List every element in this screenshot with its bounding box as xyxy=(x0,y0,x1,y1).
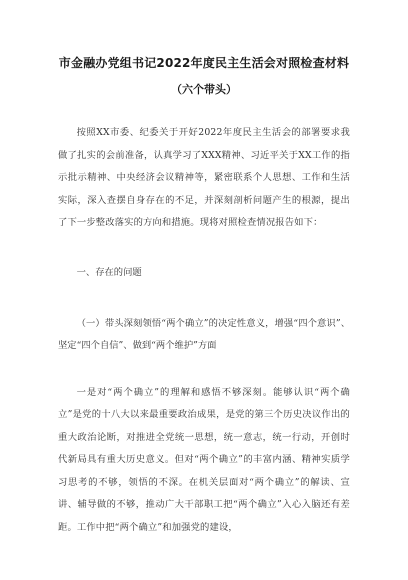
intro-paragraph: 按照XX市委、纪委关于开好2022年度民主生活会的部署要求我做了扎实的会前准备，认真学习了XXX精神、习近平关于XX工作的指示批示精神、中央经济会议精神等，紧密联系个人思想、工作和生活实际，深入查摆自身存在的不足，并深刻剖析问题产生的根源，提出了下一步整改落实的方向和措施。现将对照检查情况报告如下： xyxy=(58,127,350,228)
subsection-heading: （一）带头深刻领悟“两个确立”的决定性意义，增强“四个意识”、坚定“四个自信”、做到“两个维护”方面 xyxy=(58,317,350,351)
document-title: 市金融办党组书记2022年度民主生活会对照检查材料 xyxy=(58,56,350,70)
section-heading: 一、存在的问题 xyxy=(76,266,142,278)
document-subtitle: （六个带头） xyxy=(171,83,237,96)
body-paragraph: 一是对“两个确立”的理解和感悟不够深刻。能够认识“两个确立”是党的十八大以来最重要政治成果，是党的第三个历史决议作出的重大政治论断，对推进全党统一思想，统一意志，统一行动，开创时代新局具有重大历史意义。但对“两个确立”的丰富内涵、精神实质学习思考的不够，领悟的不深。在机关层面对“两个确立”的解读、宣讲、辅导做的不够，推动广大干部职工把“两个确立”入心入脑还有差距。工作中把“两个确立”和加强党的建设， xyxy=(58,386,350,533)
